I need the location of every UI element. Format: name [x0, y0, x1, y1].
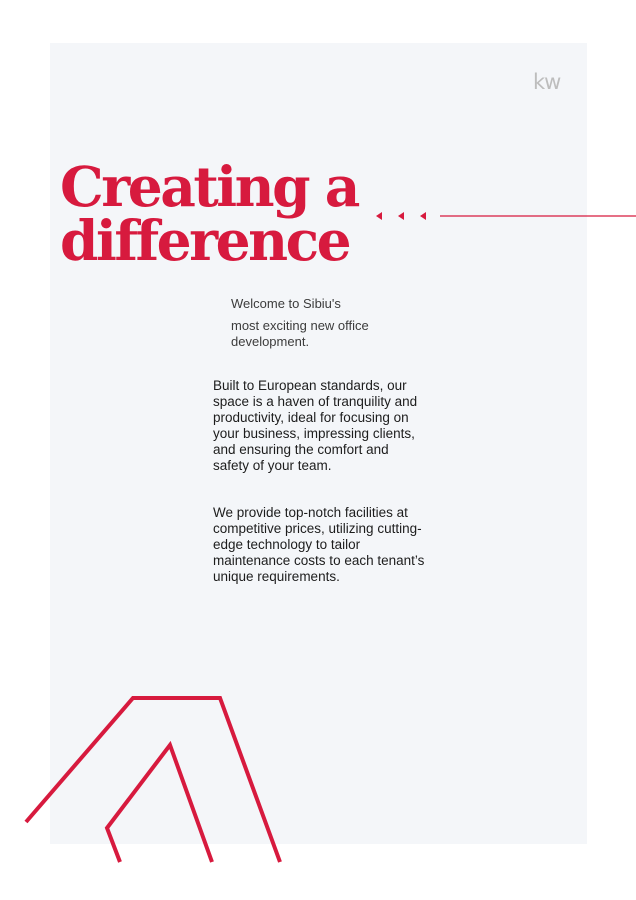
kw-logo: kw — [533, 70, 561, 94]
title-line-1: Creating a — [60, 154, 358, 219]
intro-line-2: most exciting new office development. — [231, 318, 369, 349]
body-paragraph-1: Built to European standards, our space is a haven of tranquility and productivity, ideal for focusing on your business, impressing clients, and ensuring the comfort and safety of your team. — [213, 378, 418, 473]
pointer-arrows-icon — [376, 212, 426, 220]
intro-line-1: Welcome to Sibiu's — [231, 296, 341, 311]
corner-chevron-decoration — [26, 698, 280, 862]
body-paragraph-2: We provide top-notch facilities at competitive prices, utilizing cutting-edge technology to tailor maintenance costs to each tenant’s unique requirements. — [213, 505, 425, 584]
title-line-2: difference — [60, 208, 350, 273]
intro-text — [231, 296, 411, 350]
